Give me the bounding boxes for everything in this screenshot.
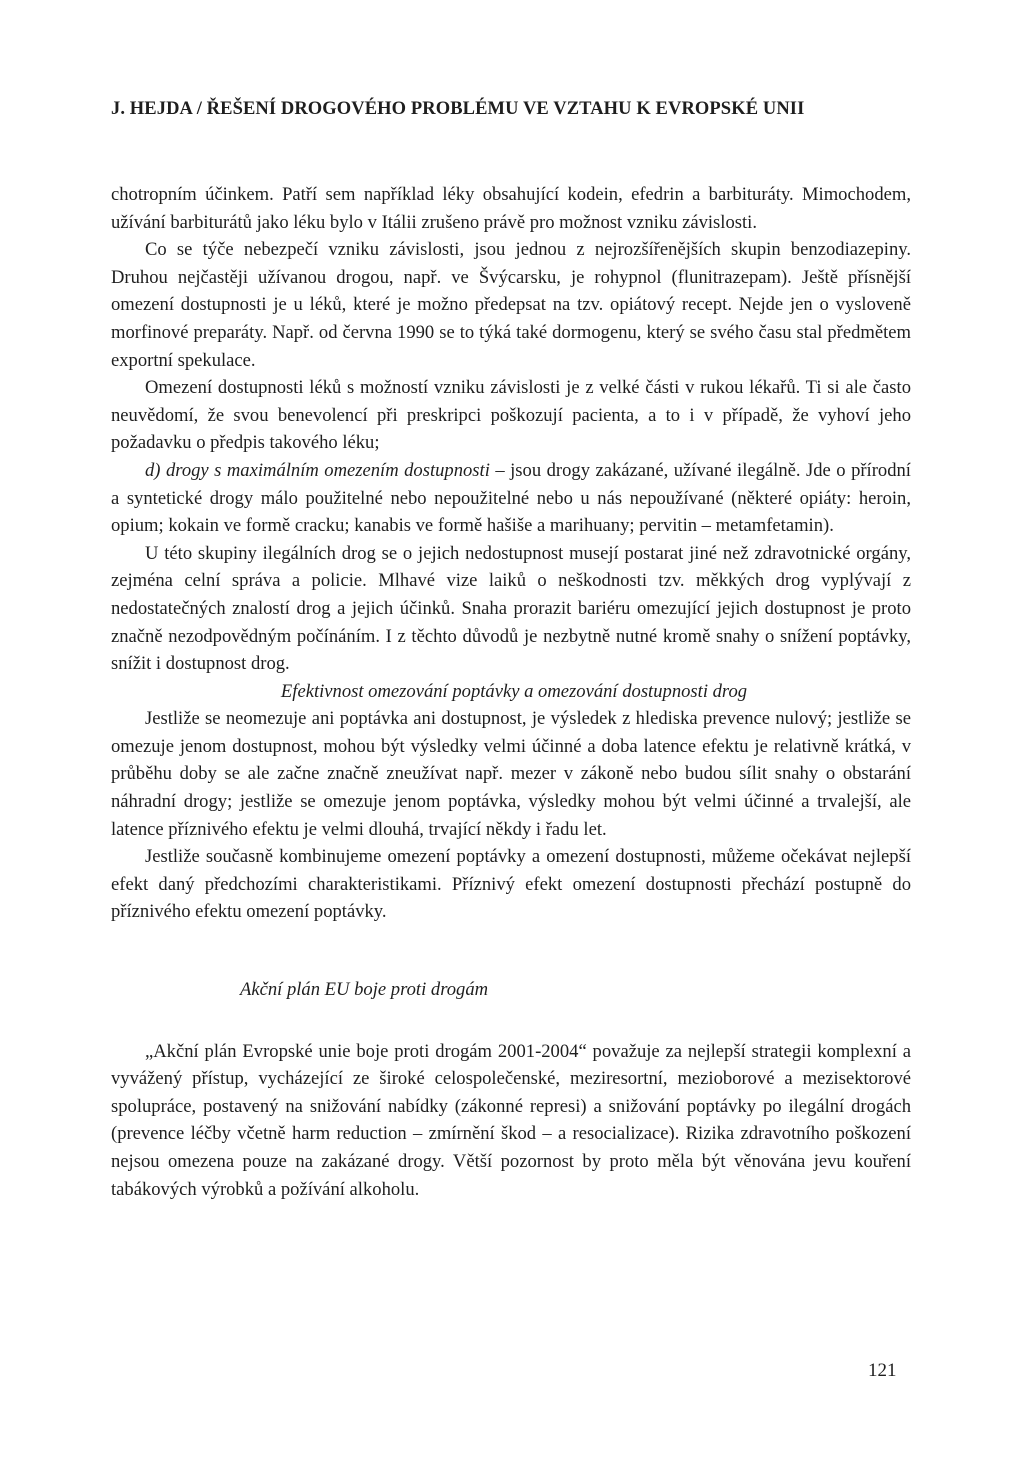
body-text — [111, 181, 911, 1203]
item-d-label: d) drogy s maximálním omezením dostupnosti — [145, 459, 490, 481]
paragraph-continuation: chotropním účinkem. Patří sem například léky obsahující kodein, efedrin a barbituráty. Mimochodem, užívání barbiturátů jako léku bylo v Itálii zrušeno právě pro možnost vzniku závislosti. — [111, 184, 911, 233]
section-heading-efficiency: Efektivnost omezování poptávky a omezování dostupnosti drog — [280, 680, 748, 702]
paragraph-benzodiazepines: Co se týče nebezpečí vzniku závislosti, jsou jednou z nejrozšířenějších skupin benzodiazepiny. Druhou nejčastěji užívanou drogou, např. ve Švýcarsku, je rohypnol (flunitrazepam). Ještě přísnější omezení dostupnosti je u léků, které je možno předepsat na tzv. opiátový recept. Nejde jen o vysloveně morfinové preparáty. Např. od června 1990 se to týká také dormogenu, který se svého času stal předmětem exportní spekulace. — [111, 239, 911, 371]
section-heading-action-plan: Akční plán EU boje proti drogám — [240, 979, 489, 1001]
paragraph-illegal-drugs: U této skupiny ilegálních drog se o jejich nedostupnost musejí postarat jiné než zdravotnické orgány, zejména celní správa a policie. Mlhavé vize laiků o neškodnosti tzv. měkkých drog vyplývají z nedostatečných znalostí drog a jejich účinků. Snaha prorazit bariéru omezující jejich dostupnost je proto značně nezodpovědným počínáním. I z těchto důvodů je nezbytně nutné kromě snahy o snížení poptávky, snížit i dostupnost drog. — [111, 542, 911, 675]
item-d-text: – jsou drogy zakázané, užívané ilegálně. Jde o přírodní a syntetické drogy málo použitelné nebo nepoužitelné nebo u nás nepoužívané (některé opiáty: heroin, opium; kokain ve formě cracku; kanabis ve formě hašiše a marihuany; pervitin – metamfetamin). — [111, 459, 911, 537]
page-number: 121 — [868, 1360, 897, 1381]
paragraph-doctors: Omezení dostupnosti léků s možností vzniku závislosti je z velké části v rukou lékařů. Ti si ale často neuvědomí, že svou benevolencí při preskripci poškozují pacienta, a to i v případě, že vyhoví jeho požadavku o předpis takového léku; — [111, 377, 911, 454]
running-header: J. HEJDA / ŘEŠENÍ DROGOVÉHO PROBLÉMU VE VZTAHU K EVROPSKÉ UNII — [111, 99, 805, 119]
paragraph-action-plan: „Akční plán Evropské unie boje proti drogám 2001-2004“ považuje za nejlepší strategii komplexní a vyvážený přístup, vycházející ze široké celospolečenské, meziresortní, mezioborové a mezisektorové spolupráce, postavený na snižování nabídky (zákonné represi) a snižování poptávky po ilegální drogách (prevence léčby včetně harm reduction – zmírnění škod – a resocializace). Rizika zdravotního poškození nejsou omezena pouze na zakázané drogy. Větší pozornost by proto měla být věnována jevu kouření tabákových výrobků a požívání alkoholu. — [111, 1040, 911, 1200]
paragraph-efficiency-1: Jestliže se neomezuje ani poptávka ani dostupnost, je výsledek z hlediska prevence nulový; jestliže se omezuje jenom dostupnost, mohou být výsledky velmi účinné a doba latence efektu je relativně krátká, v průběhu doby se ale začne značně zneužívat např. mezer v zákoně nebo budou sílit snahy o obstarání náhradní drogy; jestliže se omezuje jenom poptávka, výsledky mohou být velmi účinné a trvalejší, ale latence příznivého efektu je velmi dlouhá, trvající někdy i řadu let. — [111, 708, 911, 840]
paragraph-item-d — [111, 457, 911, 540]
paragraph-efficiency-2: Jestliže současně kombinujeme omezení poptávky a omezení dostupnosti, můžeme očekávat nejlepší efekt daný předchozími charakteristikami. Příznivý efekt omezení dostupnosti přechází postupně do příznivého efektu omezení poptávky. — [111, 846, 911, 923]
